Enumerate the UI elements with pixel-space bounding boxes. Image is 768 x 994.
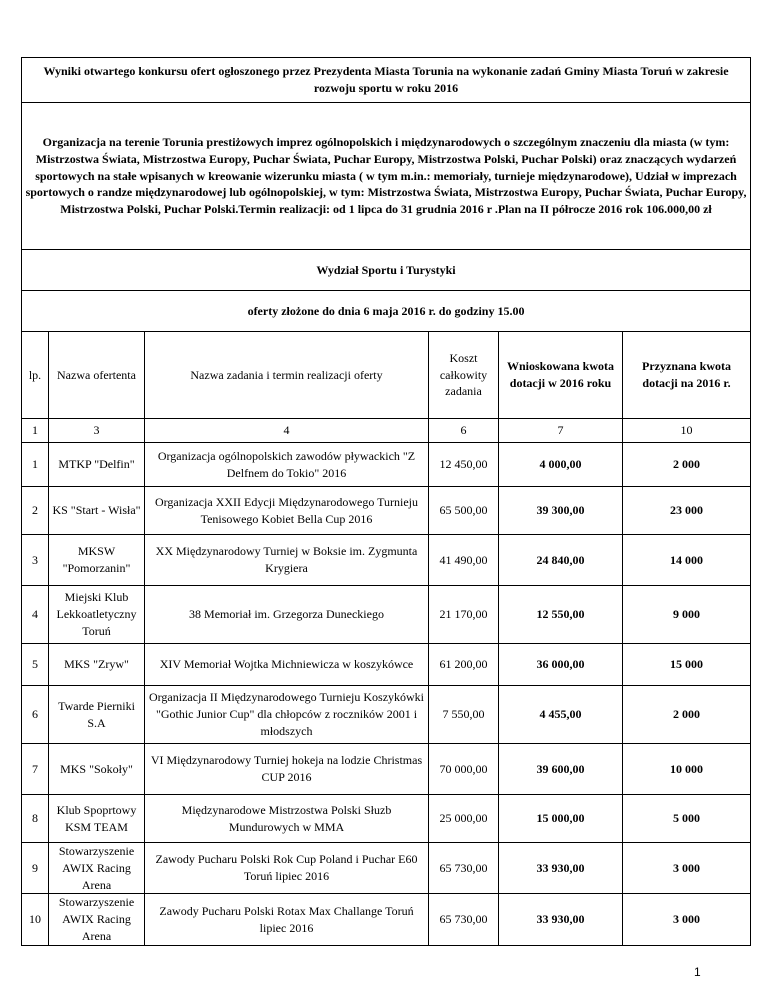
row-cost: 41 490,00 [429, 535, 499, 586]
row-granted: 3 000 [623, 843, 751, 894]
row-cost: 12 450,00 [429, 443, 499, 487]
row-cost: 21 170,00 [429, 586, 499, 644]
row-offerer: Klub Spoprtowy KSM TEAM [49, 795, 145, 843]
row-task: Organizacja II Międzynarodowego Turnieju Koszykówki "Gothic Junior Cup" dla chłopców z roczników 2001 i młodszych [145, 686, 429, 744]
row-lp: 8 [22, 795, 49, 843]
row-task: Międzynarodowe Mistrzostwa Polski Słuzb Mundurowych w MMA [145, 795, 429, 843]
row-offerer: MKSW "Pomorzanin" [49, 535, 145, 586]
row-task: Zawody Pucharu Polski Rotax Max Challange Toruń lipiec 2016 [145, 894, 429, 945]
row-cost: 61 200,00 [429, 644, 499, 686]
col-task-header: Nazwa zadania i termin realizacji oferty [145, 332, 429, 419]
table-row [22, 894, 751, 945]
row-lp: 5 [22, 644, 49, 686]
table-row [22, 443, 751, 487]
row-granted: 3 000 [623, 894, 751, 945]
row-cost: 65 730,00 [429, 843, 499, 894]
row-requested: 33 930,00 [499, 894, 623, 945]
submission-deadline: oferty złożone do dnia 6 maja 2016 r. do godziny 15.00 [22, 291, 751, 332]
row-granted: 23 000 [623, 487, 751, 535]
row-requested: 33 930,00 [499, 843, 623, 894]
col-number: 4 [145, 419, 429, 443]
table-row [22, 744, 751, 795]
department-name: Wydział Sportu i Turystyki [22, 250, 751, 291]
row-task: Zawody Pucharu Polski Rok Cup Poland i Puchar E60 Toruń lipiec 2016 [145, 843, 429, 894]
results-table [21, 57, 751, 946]
row-offerer: KS "Start - Wisła" [49, 487, 145, 535]
row-requested: 36 000,00 [499, 644, 623, 686]
row-requested: 12 550,00 [499, 586, 623, 644]
row-cost: 70 000,00 [429, 744, 499, 795]
row-lp: 10 [22, 894, 49, 945]
col-number: 3 [49, 419, 145, 443]
row-cost: 25 000,00 [429, 795, 499, 843]
row-requested: 39 300,00 [499, 487, 623, 535]
row-cost: 65 730,00 [429, 894, 499, 945]
table-row [22, 535, 751, 586]
col-requested-header: Wnioskowana kwota dotacji w 2016 roku [499, 332, 623, 419]
row-lp: 9 [22, 843, 49, 894]
row-offerer: Twarde Pierniki S.A [49, 686, 145, 744]
row-cost: 7 550,00 [429, 686, 499, 744]
row-requested: 4 000,00 [499, 443, 623, 487]
row-granted: 5 000 [623, 795, 751, 843]
column-header-row [22, 332, 751, 419]
row-task: Organizacja ogólnopolskich zawodów pływackich "Z Delfnem do Tokio" 2016 [145, 443, 429, 487]
col-number: 6 [429, 419, 499, 443]
row-requested: 15 000,00 [499, 795, 623, 843]
table-row [22, 487, 751, 535]
row-cost: 65 500,00 [429, 487, 499, 535]
column-number-row [22, 419, 751, 443]
row-lp: 4 [22, 586, 49, 644]
row-offerer: Stowarzyszenie AWIX Racing Arena [49, 843, 145, 894]
row-task: 38 Memoriał im. Grzegorza Duneckiego [145, 586, 429, 644]
row-granted: 2 000 [623, 443, 751, 487]
table-row [22, 795, 751, 843]
document-title: Wyniki otwartego konkursu ofert ogłoszonego przez Prezydenta Miasta Torunia na wykonanie zadań Gminy Miasta Toruń w zakresie rozwoju sportu w roku 2016 [22, 58, 751, 103]
row-offerer: MTKP "Delfin" [49, 443, 145, 487]
row-granted: 9 000 [623, 586, 751, 644]
row-lp: 2 [22, 487, 49, 535]
row-granted: 10 000 [623, 744, 751, 795]
row-task: Organizacja XXII Edycji Międzynarodowego Turnieju Tenisowego Kobiet Bella Cup 2016 [145, 487, 429, 535]
row-lp: 1 [22, 443, 49, 487]
col-cost-header: Koszt całkowity zadania [429, 332, 499, 419]
col-number: 7 [499, 419, 623, 443]
row-lp: 6 [22, 686, 49, 744]
col-lp-header: lp. [22, 332, 49, 419]
row-lp: 3 [22, 535, 49, 586]
page-number: 1 [694, 965, 701, 979]
row-offerer: Stowarzyszenie AWIX Racing Arena [49, 894, 145, 945]
row-task: VI Międzynarodowy Turniej hokeja na lodzie Christmas CUP 2016 [145, 744, 429, 795]
row-requested: 39 600,00 [499, 744, 623, 795]
row-requested: 24 840,00 [499, 535, 623, 586]
row-offerer: MKS "Sokoły" [49, 744, 145, 795]
row-task: XIV Memoriał Wojtka Michniewicza w koszykówce [145, 644, 429, 686]
table-row [22, 644, 751, 686]
col-number: 1 [22, 419, 49, 443]
table-row [22, 686, 751, 744]
task-description: Organizacja na terenie Torunia prestiżowych imprez ogólnopolskich i międzynarodowych o szczególnym znaczeniu dla miasta (w tym: Mistrzostwa Świata, Mistrzostwa Europy, Puchar Świata, Puchar Europy, Mistrzostwa Polski, Puchar Polski) oraz znaczących wydarzeń sportowych na stałe wpisanych w kreowanie wizerunku miasta ( w tym m.in.: memoriały, turnieje międzynarodowe), Udział w imprezach sportowych o randze międzynarodowej lub ogólnopolskiej, w tym: Mistrzostwa Świata, Mistrzostwa Europy, Puchar Świata, Puchar Europy, Mistrzostwa Polski, Puchar Polski.Termin realizacji: od 1 lipca do 31 grudnia 2016 r .Plan na II półrocze 2016 rok 106.000,00 zł [22, 103, 751, 250]
col-granted-header: Przyznana kwota dotacji na 2016 r. [623, 332, 751, 419]
table-row [22, 586, 751, 644]
table-row [22, 843, 751, 894]
col-number: 10 [623, 419, 751, 443]
row-offerer: Miejski Klub Lekkoatletyczny Toruń [49, 586, 145, 644]
row-requested: 4 455,00 [499, 686, 623, 744]
row-granted: 2 000 [623, 686, 751, 744]
row-task: XX Międzynarodowy Turniej w Boksie im. Zygmunta Krygiera [145, 535, 429, 586]
col-offerer-header: Nazwa ofertenta [49, 332, 145, 419]
row-granted: 14 000 [623, 535, 751, 586]
row-offerer: MKS "Zryw" [49, 644, 145, 686]
row-lp: 7 [22, 744, 49, 795]
row-granted: 15 000 [623, 644, 751, 686]
